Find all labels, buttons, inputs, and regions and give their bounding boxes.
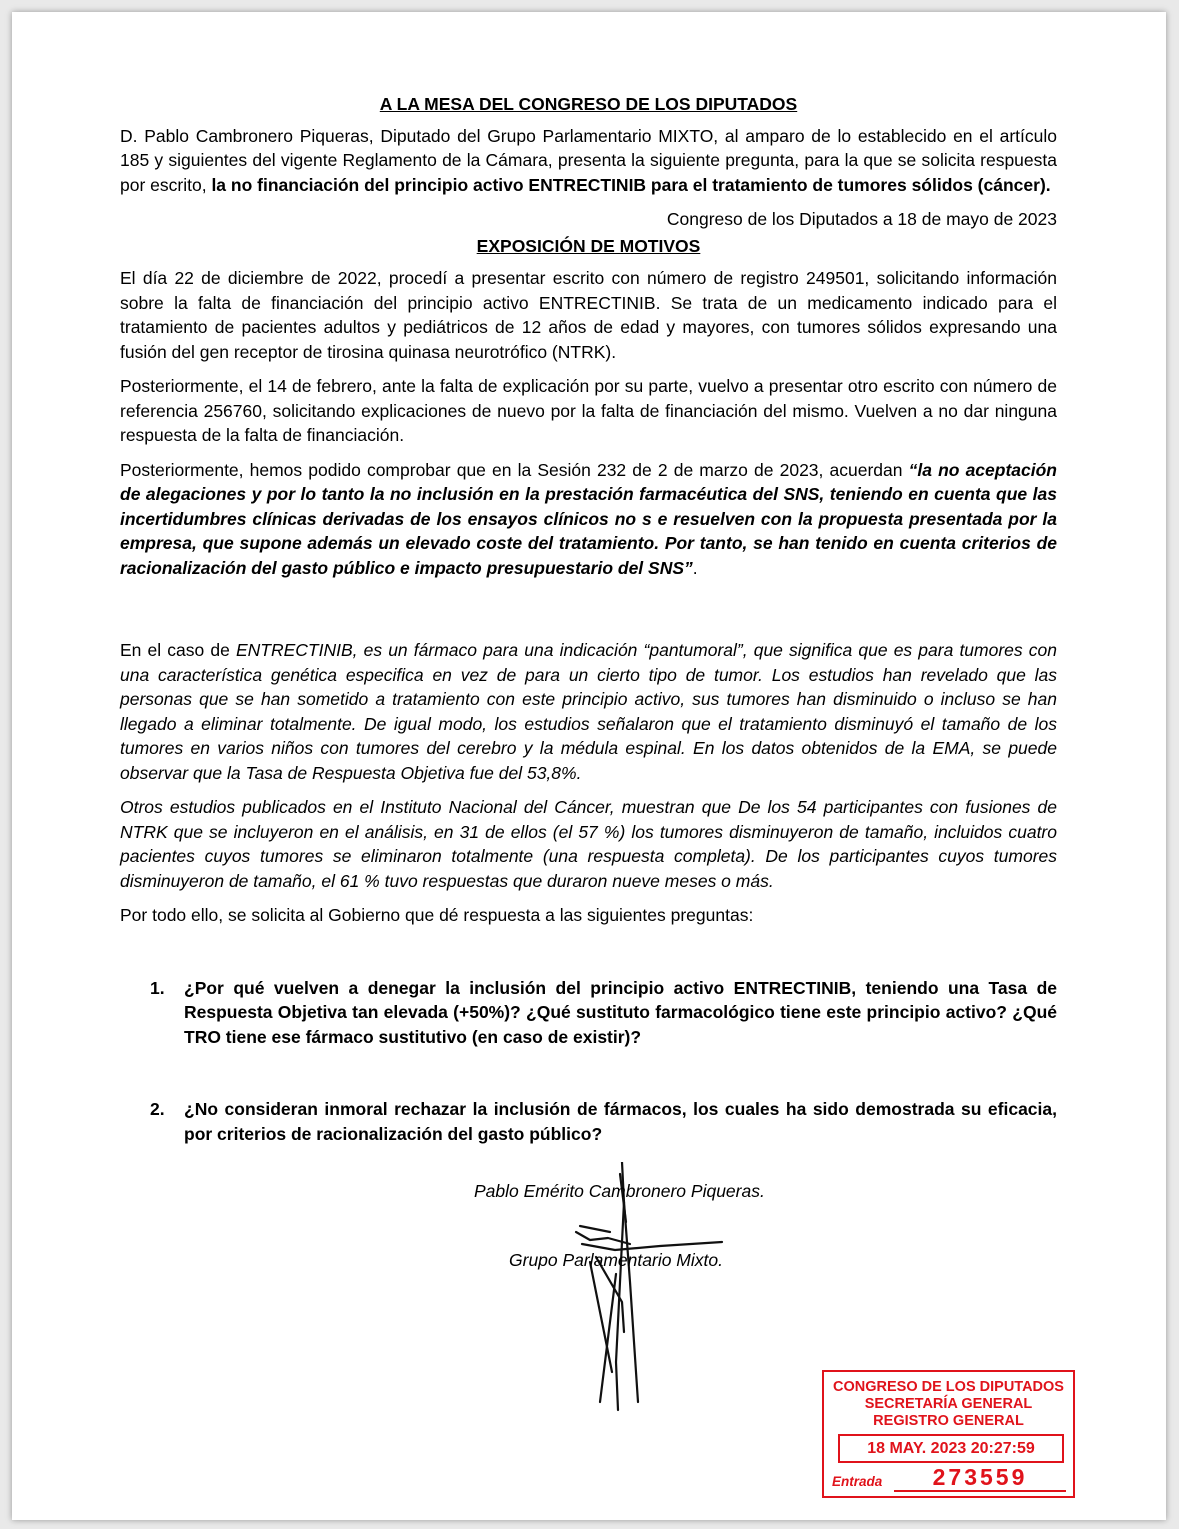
stamp-line-3: REGISTRO GENERAL	[873, 1413, 1024, 1429]
paragraph-3-end: .	[692, 557, 698, 578]
document-title: A LA MESA DEL CONGRESO DE LOS DIPUTADOS	[379, 94, 798, 114]
stamp-line-2: SECRETARÍA GENERAL	[864, 1396, 1033, 1412]
document-page	[12, 12, 1166, 1520]
paragraph-1: El día 22 de diciembre de 2022, procedí a presentar escrito con número de registro 249501, solicitando información sobre la falta de financiación del principio activo ENTRECTINIB. Se trata de un medicamento indicado para el tratamiento de pacientes adultos y pediátricos de 12 años de edad y mayores, con tumores sólidos expresando una fusión del gen receptor de tirosina quinasa neurotrófico (NTRK).	[120, 268, 1057, 362]
paragraph-3-text: Posteriormente, hemos podido comprobar que en la Sesión 232 de 2 de marzo de 2023, acuerdan	[120, 459, 909, 480]
paragraph-3-quote: “la no aceptación de alegaciones y por lo tanto la no inclusión en la prestación farmacéutica del SNS, teniendo en cuenta que las incertidumbres clínicas derivadas de los ensayos clínicos no s e resuelven con la propuesta presentada por la empresa, que supone además un elevado coste del tratamiento. Por tanto, se han tenido en cuenta criterios de racionalización del gasto público e impacto presupuestario del SNS”	[120, 459, 1057, 578]
registry-stamp	[822, 1370, 1075, 1498]
stamp-registry-number: 273559	[894, 1464, 1066, 1492]
stamp-datetime: 18 MAY. 2023 20:27:59	[838, 1434, 1064, 1463]
paragraph-2: Posteriormente, el 14 de febrero, ante la falta de explicación por su parte, vuelvo a presentar otro escrito con número de referencia 256760, solicitando explicaciones de nuevo por la falta de financiación del mismo. Vuelven a no dar ninguna respuesta de la falta de financiación.	[120, 376, 1057, 445]
question-list	[120, 976, 1057, 1147]
question-text: ¿Por qué vuelven a denegar la inclusión del principio activo ENTRECTINIB, teniendo una Tasa de Respuesta Objetiva tan elevada (+50%)? ¿Qué sustituto farmacológico tiene este principio activo? ¿Qué TRO tiene ese fármaco sustitutivo (en caso de existir)?	[184, 977, 1057, 1047]
paragraph-6: Por todo ello, se solicita al Gobierno que dé respuesta a las siguientes preguntas:	[120, 905, 754, 925]
stamp-entrada-label: Entrada	[832, 1474, 883, 1489]
paragraph-4-italic: ENTRECTINIB, es un fármaco para una indicación “pantumoral”, que significa que es para tumores con una característica genética especifica en vez de para un cierto tipo de tumor. Los estudios han revelado que las personas que se han sometido a tratamiento con este principio activo, sus tumores han disminuido o incluso se han llegado a eliminar totalmente. De igual modo, los estudios señalaron que el tratamiento disminuyó el tamaño de los tumores en varios niños con tumores del cerebro y la médula espinal. En los datos obtenidos de la EMA, se puede observar que la Tasa de Respuesta Objetiva fue del 53,8%.	[120, 640, 1057, 783]
question-text: ¿No consideran inmoral rechazar la inclusión de fármacos, los cuales ha sido demostrada su eficacia, por criterios de racionalización del gasto público?	[184, 1099, 1057, 1144]
signature-name: Pablo Emérito Cambronero Piqueras.	[474, 1181, 765, 1201]
intro-subject: la no financiación del principio activo ENTRECTINIB para el tratamiento de tumores sólidos (cáncer).	[211, 174, 1051, 195]
intro-paragraph	[120, 124, 1057, 198]
date-line: Congreso de los Diputados a 18 de mayo de 2023	[666, 209, 1057, 229]
paragraph-5: Otros estudios publicados en el Instituto Nacional del Cáncer, muestran que De los 54 participantes con fusiones de NTRK que se incluyeron en el análisis, en 31 de ellos (el 57 %) los tumores disminuyeron de tamaño, incluidos cuatro pacientes cuyos tumores se eliminaron totalmente (una respuesta completa). De los participantes cuyos tumores disminuyeron de tamaño, el 61 % tuvo respuestas que duraron nueve meses o más.	[120, 797, 1057, 891]
paragraph-4-text: En el caso de	[120, 640, 236, 660]
question-number: 1.	[150, 977, 165, 998]
signature-group: Grupo Parlamentario Mixto.	[509, 1250, 723, 1270]
paragraph-4	[120, 638, 1057, 785]
intro-text: D. Pablo Cambronero Piqueras, Diputado del Grupo Parlamentario MIXTO, al amparo de lo establecido en el artículo 185 y siguientes del vigente Reglamento de la Cámara, presenta la siguiente pregunta, para la que se solicita respuesta por escrito,	[120, 125, 1057, 195]
document-body	[120, 92, 1057, 1146]
section-title: EXPOSICIÓN DE MOTIVOS	[476, 235, 701, 256]
paragraph-3	[120, 458, 1057, 581]
stamp-line-1: CONGRESO DE LOS DIPUTADOS	[833, 1379, 1064, 1395]
question-item	[120, 1097, 1057, 1146]
question-item	[120, 976, 1057, 1050]
question-number: 2.	[150, 1099, 165, 1119]
